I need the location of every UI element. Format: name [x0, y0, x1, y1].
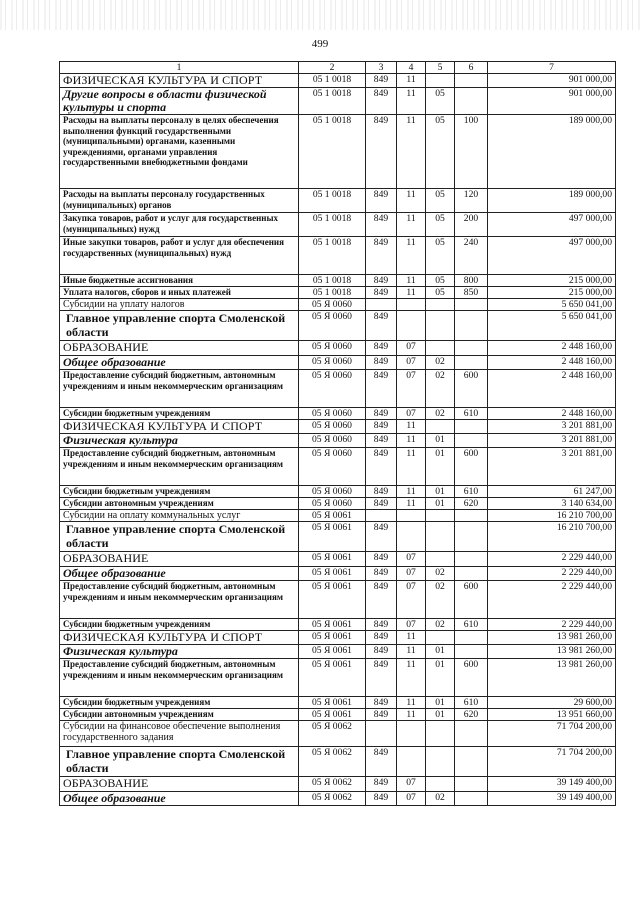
row-section-cell: [397, 510, 426, 522]
row-amount-cell: 189 000,00: [488, 115, 616, 189]
row-dept-cell: [366, 721, 397, 747]
row-dept-cell: 849: [366, 311, 397, 341]
table-row: [60, 434, 616, 448]
row-expense-type-cell: [455, 552, 488, 567]
row-name-cell: Главное управление спорта Смоленской области: [60, 311, 299, 341]
row-section-cell: 11: [397, 434, 426, 448]
row-section-cell: [397, 299, 426, 311]
row-dept-cell: 849: [366, 777, 397, 792]
row-code-cell: 05 Я 0062: [299, 777, 366, 792]
row-expense-type-cell: [455, 434, 488, 448]
table-row: [60, 408, 616, 420]
table-row: [60, 777, 616, 792]
row-code-cell: 05 1 0018: [299, 213, 366, 237]
row-code-cell: 05 Я 0060: [299, 420, 366, 434]
table-row: [60, 311, 616, 341]
table-row: [60, 341, 616, 356]
row-section-cell: 11: [397, 645, 426, 659]
row-code-cell: 05 1 0018: [299, 115, 366, 189]
row-expense-type-cell: [455, 567, 488, 581]
row-section-cell: 11: [397, 275, 426, 287]
row-expense-type-cell: 120: [455, 189, 488, 213]
table-row: [60, 552, 616, 567]
table-row: [60, 287, 616, 299]
row-amount-cell: 901 000,00: [488, 88, 616, 115]
row-dept-cell: 849: [366, 115, 397, 189]
row-subsection-cell: 05: [426, 287, 455, 299]
row-name-cell: Субсидии бюджетным учреждениям: [60, 619, 299, 631]
row-section-cell: 11: [397, 420, 426, 434]
table-row: [60, 631, 616, 645]
row-expense-type-cell: 100: [455, 115, 488, 189]
row-dept-cell: 849: [366, 356, 397, 370]
row-expense-type-cell: 620: [455, 498, 488, 510]
row-name-cell: Субсидии на оплату коммунальных услуг: [60, 510, 299, 522]
row-subsection-cell: 05: [426, 115, 455, 189]
row-amount-cell: 189 000,00: [488, 189, 616, 213]
row-code-cell: 05 Я 0061: [299, 510, 366, 522]
row-section-cell: 07: [397, 792, 426, 806]
row-name-cell: Иные закупки товаров, работ и услуг для обеспечения государственных (муниципальных) нужд: [60, 237, 299, 275]
row-expense-type-cell: [455, 420, 488, 434]
row-name-cell: Субсидии бюджетным учреждениям: [60, 408, 299, 420]
row-section-cell: 11: [397, 213, 426, 237]
row-name-cell: Физическая культура: [60, 645, 299, 659]
table-row: [60, 486, 616, 498]
header-row: [60, 62, 616, 74]
row-expense-type-cell: [455, 522, 488, 552]
row-name-cell: Закупка товаров, работ и услуг для государственных (муниципальных) нужд: [60, 213, 299, 237]
row-expense-type-cell: 610: [455, 697, 488, 709]
row-section-cell: [397, 522, 426, 552]
row-amount-cell: 3 201 881,00: [488, 434, 616, 448]
row-amount-cell: 61 247,00: [488, 486, 616, 498]
row-code-cell: 05 Я 0060: [299, 299, 366, 311]
row-expense-type-cell: [455, 299, 488, 311]
table-row: [60, 510, 616, 522]
row-code-cell: 05 Я 0061: [299, 522, 366, 552]
budget-table: [59, 61, 616, 806]
row-subsection-cell: 01: [426, 434, 455, 448]
row-name-cell: Другие вопросы в области физической культуры и спорта: [60, 88, 299, 115]
row-section-cell: 07: [397, 408, 426, 420]
row-dept-cell: 849: [366, 631, 397, 645]
row-code-cell: 05 1 0018: [299, 88, 366, 115]
row-amount-cell: 13 951 660,00: [488, 709, 616, 721]
row-dept-cell: 849: [366, 645, 397, 659]
row-section-cell: 07: [397, 581, 426, 619]
row-name-cell: Предоставление субсидий бюджетным, автономным учреждениям и иным некоммерческим организациям: [60, 448, 299, 486]
row-code-cell: 05 Я 0061: [299, 581, 366, 619]
row-section-cell: 11: [397, 709, 426, 721]
row-expense-type-cell: [455, 341, 488, 356]
row-subsection-cell: 02: [426, 581, 455, 619]
row-expense-type-cell: 600: [455, 370, 488, 408]
row-subsection-cell: [426, 299, 455, 311]
row-dept-cell: 849: [366, 275, 397, 287]
row-dept-cell: [366, 510, 397, 522]
table-row: [60, 115, 616, 189]
row-expense-type-cell: 600: [455, 659, 488, 697]
row-section-cell: 07: [397, 552, 426, 567]
row-subsection-cell: 01: [426, 645, 455, 659]
row-name-cell: ОБРАЗОВАНИЕ: [60, 777, 299, 792]
row-amount-cell: 2 448 160,00: [488, 370, 616, 408]
row-dept-cell: 849: [366, 619, 397, 631]
row-subsection-cell: 05: [426, 213, 455, 237]
row-code-cell: 05 Я 0061: [299, 552, 366, 567]
row-name-cell: Субсидии автономным учреждениям: [60, 709, 299, 721]
row-name-cell: Предоставление субсидий бюджетным, автономным учреждениям и иным некоммерческим организациям: [60, 581, 299, 619]
row-amount-cell: 3 140 634,00: [488, 498, 616, 510]
row-amount-cell: 13 981 260,00: [488, 659, 616, 697]
row-name-cell: Субсидии бюджетным учреждениям: [60, 486, 299, 498]
row-expense-type-cell: [455, 792, 488, 806]
row-dept-cell: 849: [366, 792, 397, 806]
page-number: 499: [311, 38, 329, 50]
row-expense-type-cell: 800: [455, 275, 488, 287]
row-subsection-cell: [426, 420, 455, 434]
row-section-cell: 11: [397, 631, 426, 645]
row-expense-type-cell: [455, 721, 488, 747]
row-amount-cell: 2 229 440,00: [488, 619, 616, 631]
row-dept-cell: 849: [366, 213, 397, 237]
row-amount-cell: 3 201 881,00: [488, 448, 616, 486]
row-amount-cell: 13 981 260,00: [488, 631, 616, 645]
row-name-cell: ОБРАЗОВАНИЕ: [60, 552, 299, 567]
row-subsection-cell: [426, 74, 455, 88]
row-section-cell: 11: [397, 189, 426, 213]
table-row: [60, 709, 616, 721]
row-expense-type-cell: [455, 631, 488, 645]
row-dept-cell: 849: [366, 287, 397, 299]
row-section-cell: 11: [397, 115, 426, 189]
row-subsection-cell: [426, 747, 455, 777]
table-row: [60, 581, 616, 619]
row-amount-cell: 16 210 700,00: [488, 510, 616, 522]
table-row: [60, 370, 616, 408]
row-amount-cell: 3 201 881,00: [488, 420, 616, 434]
row-code-cell: 05 Я 0060: [299, 311, 366, 341]
row-dept-cell: 849: [366, 552, 397, 567]
row-section-cell: 07: [397, 777, 426, 792]
row-section-cell: [397, 721, 426, 747]
row-subsection-cell: [426, 311, 455, 341]
table-row: [60, 356, 616, 370]
table-row: [60, 522, 616, 552]
row-code-cell: 05 Я 0060: [299, 356, 366, 370]
row-expense-type-cell: [455, 777, 488, 792]
row-code-cell: 05 Я 0060: [299, 370, 366, 408]
row-code-cell: 05 Я 0060: [299, 486, 366, 498]
row-name-cell: Расходы на выплаты персоналу государственных (муниципальных) органов: [60, 189, 299, 213]
row-name-cell: Субсидии автономным учреждениям: [60, 498, 299, 510]
row-code-cell: 05 Я 0062: [299, 721, 366, 747]
row-expense-type-cell: 850: [455, 287, 488, 299]
row-dept-cell: 849: [366, 522, 397, 552]
row-subsection-cell: 02: [426, 370, 455, 408]
row-dept-cell: 849: [366, 189, 397, 213]
row-amount-cell: 901 000,00: [488, 74, 616, 88]
row-amount-cell: 497 000,00: [488, 213, 616, 237]
row-dept-cell: 849: [366, 697, 397, 709]
row-subsection-cell: [426, 522, 455, 552]
row-section-cell: 11: [397, 697, 426, 709]
row-subsection-cell: 02: [426, 356, 455, 370]
row-name-cell: Расходы на выплаты персоналу в целях обеспечения выполнения функций государственными (муниципальными) органами, казенными учреждениями, органами управления государственными внебюджетными фондами: [60, 115, 299, 189]
row-dept-cell: 849: [366, 420, 397, 434]
row-dept-cell: 849: [366, 486, 397, 498]
row-subsection-cell: 05: [426, 275, 455, 287]
table-body: [60, 74, 616, 806]
row-code-cell: 05 Я 0061: [299, 659, 366, 697]
row-amount-cell: 29 600,00: [488, 697, 616, 709]
row-expense-type-cell: 610: [455, 619, 488, 631]
row-code-cell: 05 Я 0060: [299, 408, 366, 420]
row-code-cell: 05 Я 0060: [299, 434, 366, 448]
row-amount-cell: 2 229 440,00: [488, 581, 616, 619]
row-subsection-cell: [426, 510, 455, 522]
row-code-cell: 05 Я 0062: [299, 792, 366, 806]
row-name-cell: Общее образование: [60, 792, 299, 806]
row-dept-cell: 849: [366, 370, 397, 408]
row-section-cell: 11: [397, 448, 426, 486]
row-code-cell: 05 Я 0061: [299, 619, 366, 631]
row-code-cell: 05 1 0018: [299, 287, 366, 299]
row-section-cell: 11: [397, 74, 426, 88]
row-dept-cell: 849: [366, 434, 397, 448]
table-row: [60, 792, 616, 806]
table-row: [60, 88, 616, 115]
header-col-subsection: 5: [426, 62, 455, 74]
table-row: [60, 697, 616, 709]
table-row: [60, 659, 616, 697]
header-col-dept: 3: [366, 62, 397, 74]
row-expense-type-cell: 600: [455, 448, 488, 486]
row-dept-cell: 849: [366, 408, 397, 420]
row-code-cell: 05 Я 0062: [299, 747, 366, 777]
row-amount-cell: 2 448 160,00: [488, 408, 616, 420]
row-amount-cell: 2 448 160,00: [488, 356, 616, 370]
row-expense-type-cell: [455, 311, 488, 341]
row-name-cell: ФИЗИЧЕСКАЯ КУЛЬТУРА И СПОРТ: [60, 631, 299, 645]
row-name-cell: Предоставление субсидий бюджетным, автономным учреждениям и иным некоммерческим организациям: [60, 659, 299, 697]
row-name-cell: Предоставление субсидий бюджетным, автономным учреждениям и иным некоммерческим организациям: [60, 370, 299, 408]
row-section-cell: 07: [397, 567, 426, 581]
row-name-cell: Главное управление спорта Смоленской области: [60, 522, 299, 552]
row-dept-cell: 849: [366, 448, 397, 486]
row-section-cell: 07: [397, 356, 426, 370]
row-subsection-cell: 01: [426, 486, 455, 498]
row-code-cell: 05 Я 0061: [299, 709, 366, 721]
row-section-cell: 07: [397, 370, 426, 408]
row-dept-cell: 849: [366, 74, 397, 88]
row-subsection-cell: 02: [426, 408, 455, 420]
row-subsection-cell: 01: [426, 498, 455, 510]
row-expense-type-cell: [455, 747, 488, 777]
row-dept-cell: 849: [366, 341, 397, 356]
table-row: [60, 420, 616, 434]
row-amount-cell: 71 704 200,00: [488, 721, 616, 747]
row-expense-type-cell: [455, 510, 488, 522]
row-subsection-cell: 02: [426, 792, 455, 806]
row-dept-cell: 849: [366, 581, 397, 619]
row-section-cell: 11: [397, 88, 426, 115]
table-row: [60, 299, 616, 311]
row-code-cell: 05 Я 0061: [299, 631, 366, 645]
header-col-expense-type: 6: [455, 62, 488, 74]
row-name-cell: Физическая культура: [60, 434, 299, 448]
row-name-cell: Главное управление спорта Смоленской области: [60, 747, 299, 777]
row-subsection-cell: [426, 552, 455, 567]
row-code-cell: 05 1 0018: [299, 74, 366, 88]
row-subsection-cell: 05: [426, 237, 455, 275]
row-subsection-cell: 01: [426, 448, 455, 486]
table-row: [60, 74, 616, 88]
header-col-name: 1: [60, 62, 299, 74]
row-name-cell: Субсидии на финансовое обеспечение выполнения государственного задания: [60, 721, 299, 747]
row-dept-cell: 849: [366, 747, 397, 777]
scan-noise: [0, 0, 640, 30]
row-code-cell: 05 1 0018: [299, 189, 366, 213]
row-section-cell: [397, 747, 426, 777]
row-subsection-cell: 01: [426, 709, 455, 721]
row-subsection-cell: [426, 777, 455, 792]
row-amount-cell: 2 229 440,00: [488, 567, 616, 581]
row-code-cell: 05 Я 0061: [299, 645, 366, 659]
row-expense-type-cell: [455, 356, 488, 370]
row-expense-type-cell: 620: [455, 709, 488, 721]
table-row: [60, 213, 616, 237]
row-subsection-cell: 05: [426, 189, 455, 213]
row-amount-cell: 39 149 400,00: [488, 792, 616, 806]
table-row: [60, 721, 616, 747]
row-amount-cell: 5 650 041,00: [488, 299, 616, 311]
row-subsection-cell: [426, 341, 455, 356]
row-section-cell: [397, 311, 426, 341]
table-row: [60, 237, 616, 275]
row-expense-type-cell: 200: [455, 213, 488, 237]
row-name-cell: ФИЗИЧЕСКАЯ КУЛЬТУРА И СПОРТ: [60, 74, 299, 88]
row-code-cell: 05 Я 0060: [299, 448, 366, 486]
row-section-cell: 11: [397, 287, 426, 299]
table-row: [60, 498, 616, 510]
row-dept-cell: 849: [366, 709, 397, 721]
table-row: [60, 567, 616, 581]
row-name-cell: Уплата налогов, сборов и иных платежей: [60, 287, 299, 299]
row-code-cell: 05 Я 0060: [299, 498, 366, 510]
row-dept-cell: 849: [366, 567, 397, 581]
row-name-cell: Субсидии бюджетным учреждениям: [60, 697, 299, 709]
row-section-cell: 11: [397, 659, 426, 697]
row-subsection-cell: 01: [426, 697, 455, 709]
row-amount-cell: 16 210 700,00: [488, 522, 616, 552]
row-section-cell: 07: [397, 619, 426, 631]
row-section-cell: 11: [397, 237, 426, 275]
row-code-cell: 05 1 0018: [299, 275, 366, 287]
row-section-cell: 11: [397, 486, 426, 498]
row-amount-cell: 215 000,00: [488, 275, 616, 287]
row-amount-cell: 2 229 440,00: [488, 552, 616, 567]
row-expense-type-cell: [455, 74, 488, 88]
row-amount-cell: 71 704 200,00: [488, 747, 616, 777]
row-expense-type-cell: 240: [455, 237, 488, 275]
row-name-cell: Общее образование: [60, 356, 299, 370]
table-row: [60, 645, 616, 659]
row-expense-type-cell: 610: [455, 486, 488, 498]
row-amount-cell: 5 650 041,00: [488, 311, 616, 341]
row-code-cell: 05 Я 0060: [299, 341, 366, 356]
row-expense-type-cell: [455, 645, 488, 659]
table-row: [60, 619, 616, 631]
row-subsection-cell: 02: [426, 567, 455, 581]
row-name-cell: Субсидии на уплату налогов: [60, 299, 299, 311]
table-row: [60, 275, 616, 287]
header-col-amount: 7: [488, 62, 616, 74]
row-subsection-cell: [426, 721, 455, 747]
table-row: [60, 448, 616, 486]
header-col-section: 4: [397, 62, 426, 74]
table-row: [60, 189, 616, 213]
row-amount-cell: 497 000,00: [488, 237, 616, 275]
row-dept-cell: 849: [366, 88, 397, 115]
row-code-cell: 05 Я 0061: [299, 567, 366, 581]
row-amount-cell: 215 000,00: [488, 287, 616, 299]
row-expense-type-cell: 600: [455, 581, 488, 619]
row-expense-type-cell: [455, 88, 488, 115]
row-dept-cell: 849: [366, 498, 397, 510]
row-subsection-cell: [426, 631, 455, 645]
row-dept-cell: 849: [366, 237, 397, 275]
row-expense-type-cell: 610: [455, 408, 488, 420]
row-section-cell: 07: [397, 341, 426, 356]
row-subsection-cell: 05: [426, 88, 455, 115]
row-amount-cell: 13 981 260,00: [488, 645, 616, 659]
table-row: [60, 747, 616, 777]
row-amount-cell: 2 448 160,00: [488, 341, 616, 356]
row-name-cell: Иные бюджетные ассигнования: [60, 275, 299, 287]
row-dept-cell: [366, 299, 397, 311]
row-code-cell: 05 1 0018: [299, 237, 366, 275]
row-amount-cell: 39 149 400,00: [488, 777, 616, 792]
row-code-cell: 05 Я 0061: [299, 697, 366, 709]
row-name-cell: Общее образование: [60, 567, 299, 581]
row-subsection-cell: 01: [426, 659, 455, 697]
row-subsection-cell: 02: [426, 619, 455, 631]
row-dept-cell: 849: [366, 659, 397, 697]
row-name-cell: ОБРАЗОВАНИЕ: [60, 341, 299, 356]
row-section-cell: 11: [397, 498, 426, 510]
header-col-code: 2: [299, 62, 366, 74]
row-name-cell: ФИЗИЧЕСКАЯ КУЛЬТУРА И СПОРТ: [60, 420, 299, 434]
